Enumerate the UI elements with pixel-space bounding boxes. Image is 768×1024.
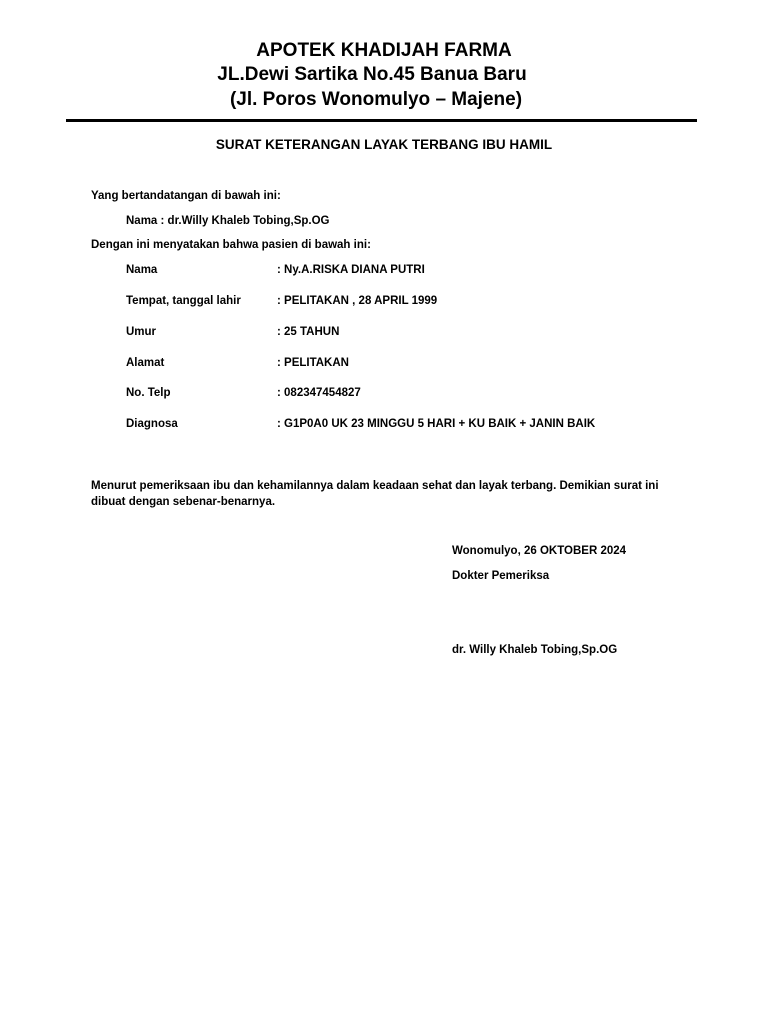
patient-label-phone: No. Telp	[126, 387, 171, 399]
signature-place-date: Wonomulyo, 26 OKTOBER 2024	[452, 545, 627, 557]
signature-role: Dokter Pemeriksa	[452, 570, 550, 582]
patient-value-phone: : 082347454827	[277, 387, 361, 399]
pharmacy-name: APOTEK KHADIJAH FARMA	[256, 40, 512, 61]
pharmacy-address-detail: (Jl. Poros Wonomulyo – Majene)	[229, 89, 523, 110]
patient-label-name: Nama	[126, 264, 158, 276]
patient-value-diagnosis: : G1P0A0 UK 23 MINGGU 5 HARI + KU BAIK + JANIN BAIK	[277, 418, 596, 430]
signer-name: Nama : dr.Willy Khaleb Tobing,Sp.OG	[126, 215, 330, 227]
intro-text: Yang bertandatangan di bawah ini:	[91, 190, 281, 202]
patient-label-address: Alamat	[126, 357, 165, 369]
conclusion-text: Menurut pemeriksaan ibu dan kehamilannya dalam keadaan sehat dan layak terbang. Demikian surat ini dibuat dengan sebenar-benarnya.	[91, 480, 659, 508]
signature-name: dr. Willy Khaleb Tobing,Sp.OG	[452, 644, 618, 656]
patient-label-diagnosis: Diagnosa	[126, 418, 178, 430]
document-title: SURAT KETERANGAN LAYAK TERBANG IBU HAMIL	[215, 137, 553, 152]
patient-value-name: : Ny.A.RISKA DIANA PUTRI	[277, 264, 425, 276]
header-divider	[66, 119, 697, 122]
pharmacy-address: JL.Dewi Sartika No.45 Banua Baru	[217, 64, 527, 85]
patient-value-address: : PELITAKAN	[277, 357, 349, 369]
patient-label-age: Umur	[126, 326, 157, 338]
patient-value-birth: : PELITAKAN , 28 APRIL 1999	[277, 295, 438, 307]
patient-label-birth: Tempat, tanggal lahir	[126, 295, 241, 307]
statement-text: Dengan ini menyatakan bahwa pasien di bawah ini:	[91, 239, 371, 251]
patient-value-age: : 25 TAHUN	[277, 326, 340, 338]
